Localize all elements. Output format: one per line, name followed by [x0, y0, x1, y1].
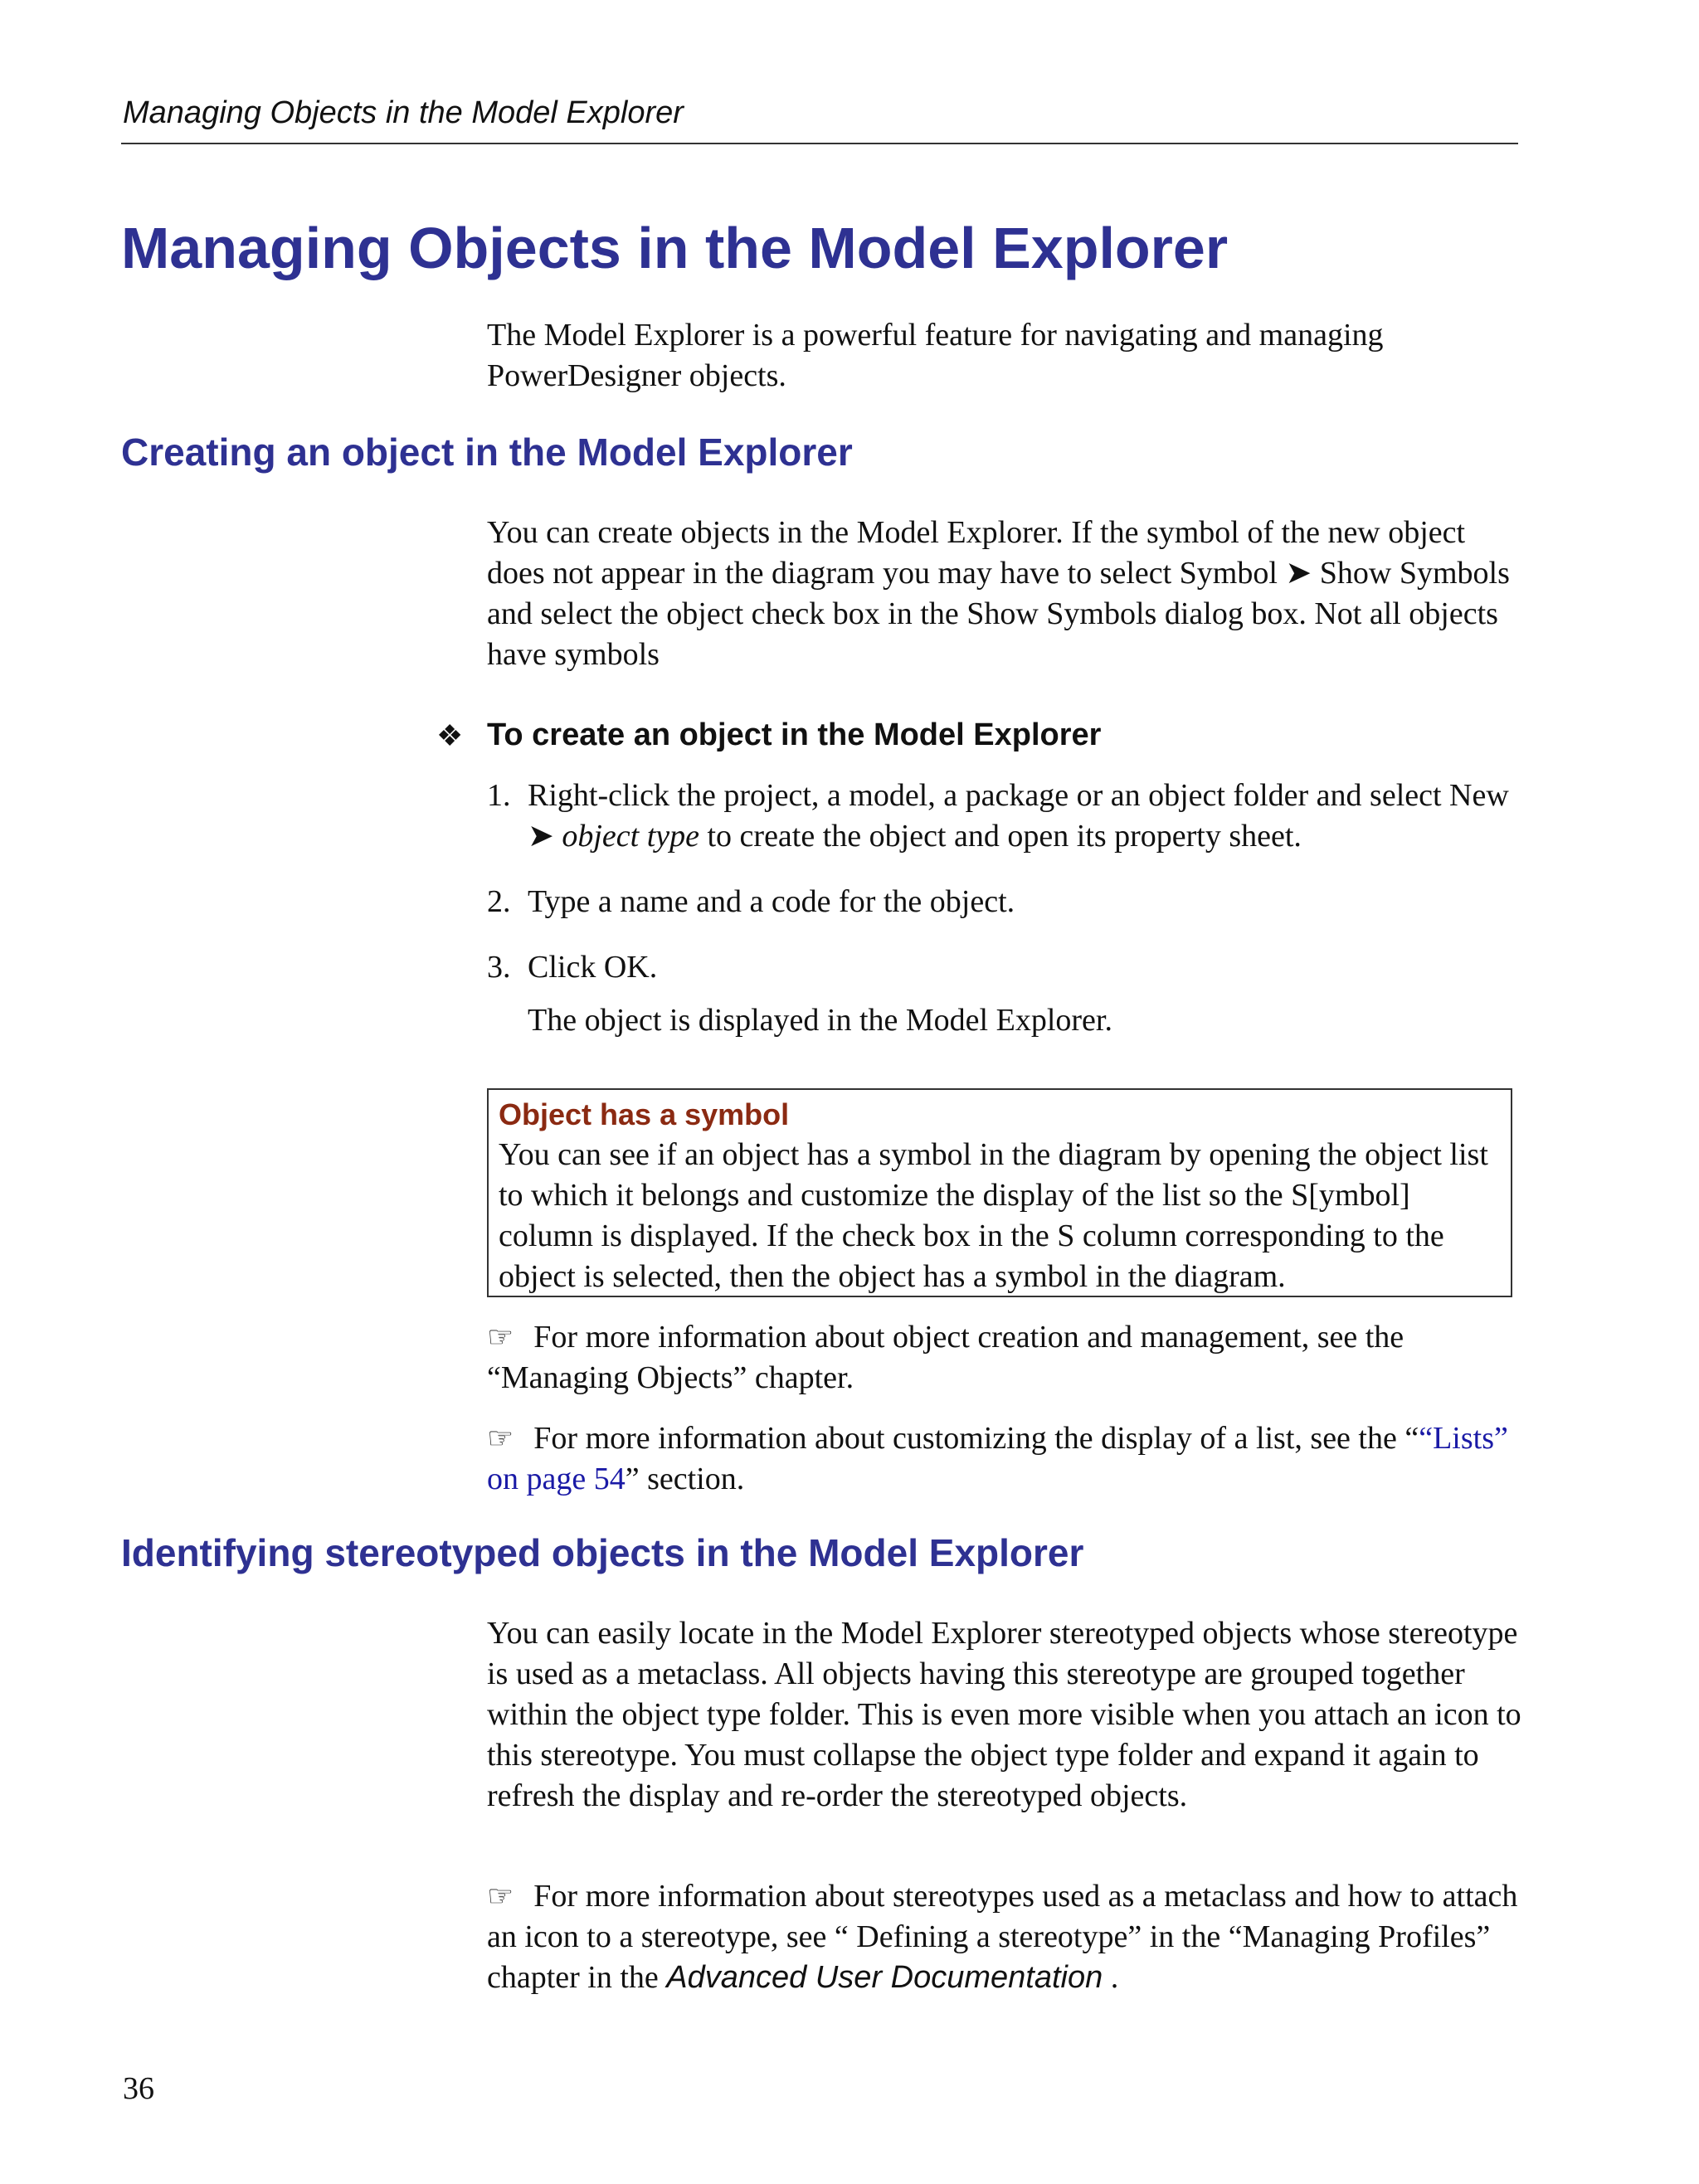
procedure-title: To create an object in the Model Explorer	[487, 717, 1102, 752]
step-number: 3.	[487, 950, 511, 985]
section-title-creating: Creating an object in the Model Explorer	[121, 430, 853, 474]
running-header: Managing Objects in the Model Explorer	[123, 95, 684, 130]
step-text: Click OK.	[528, 950, 658, 985]
lists-page-link[interactable]: “Lists” on page 54	[487, 1421, 1508, 1496]
note-body: You can see if an object has a symbol in the diagram by opening the object list to which it belongs and customize the display of the list so the S[ymbol] column is displayed. If the check box in the S column corresponding to the object is selected, then the object has a symbol in the diagram.	[499, 1137, 1488, 1294]
chapter-intro: The Model Explorer is a powerful feature for navigating and managing PowerDesigner objects.	[487, 318, 1384, 393]
pointing-hand-icon: ☞	[487, 1880, 514, 1913]
page-number: 36	[123, 2071, 154, 2106]
chapter-title: Managing Objects in the Model Explorer	[121, 216, 1229, 280]
step-result: The object is displayed in the Model Explorer.	[528, 1003, 1112, 1038]
step-text: Type a name and a code for the object.	[528, 884, 1015, 919]
section-title-stereotyped: Identifying stereotyped objects in the Model Explorer	[121, 1531, 1084, 1574]
step-number: 2.	[487, 884, 511, 919]
cross-reference: ☞ For more information about object creation and management, see the “Managing Objects” chapter.	[487, 1320, 1404, 1395]
header-rule	[121, 143, 1518, 144]
step-number: 1.	[487, 778, 511, 813]
section-creating-body: You can create objects in the Model Explorer. If the symbol of the new object does not appear in the diagram you may have to select Symbol ➤ Show Symbols and select the object check box in the Show Symbols dialog box. Not all objects have symbols	[487, 515, 1510, 672]
step-text: Right-click the project, a model, a package or an object folder and select New ➤ object type to create the object and open its property sheet.	[528, 778, 1509, 854]
pointing-hand-icon: ☞	[487, 1422, 514, 1455]
note-title: Object has a symbol	[499, 1097, 790, 1131]
procedure-marker-icon: ❖	[436, 719, 464, 752]
pointing-hand-icon: ☞	[487, 1321, 514, 1354]
cross-reference: ☞ For more information about stereotypes used as a metaclass and how to attach an icon to a stereotype, see “ Defining a stereotype” in the “Managing Profiles” chapter in the Advanced User Documentation .	[487, 1879, 1518, 1995]
section-stereotyped-body: You can easily locate in the Model Explorer stereotyped objects whose stereotype is used as a metaclass. All objects having this stereotype are grouped together within the object type folder. This is even more visible when you attach an icon to this stereotype. You must collapse the object type folder and expand it again to refresh the display and re-order the stereotyped objects.	[487, 1616, 1521, 1813]
note-box	[487, 1088, 1512, 1297]
cross-reference: ☞ For more information about customizing the display of a list, see the ““Lists” on page 54” section.	[487, 1421, 1508, 1496]
